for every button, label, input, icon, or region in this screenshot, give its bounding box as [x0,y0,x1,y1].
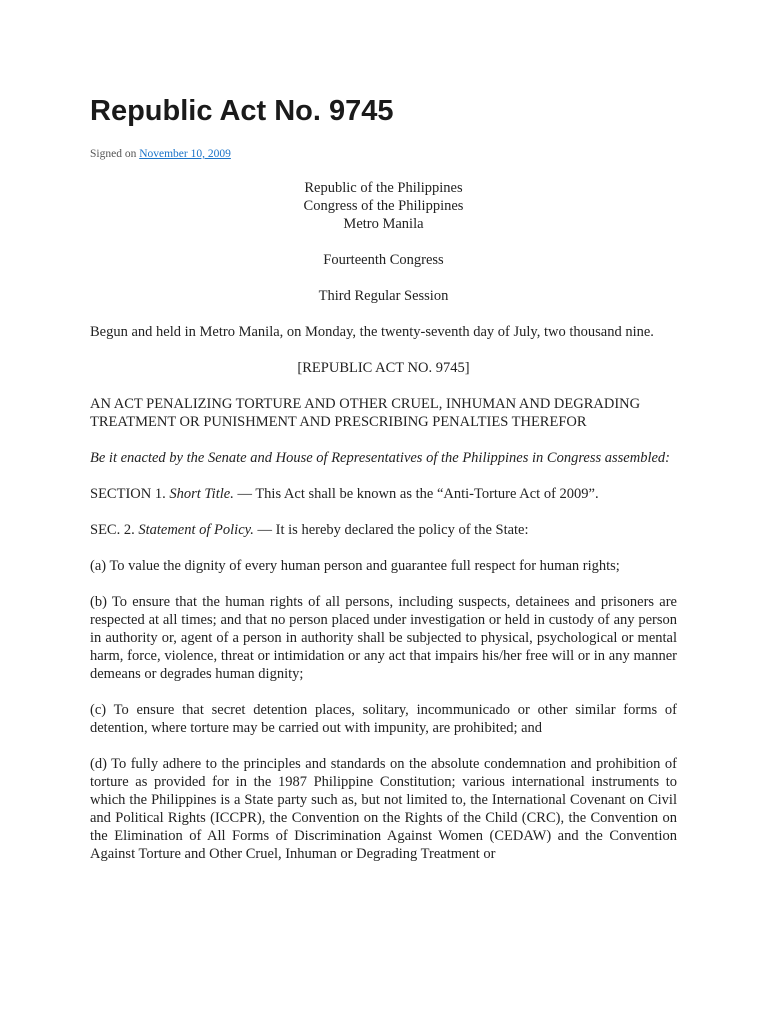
signed-prefix: Signed on [90,148,140,160]
header-republic: Republic of the Philippines [304,180,463,196]
section-2-text: — It is hereby declared the policy of the State: [253,522,529,538]
clause-a: (a) To value the dignity of every human person and guarantee full respect for human rights; [90,558,620,574]
begun-paragraph: Begun and held in Metro Manila, on Monday, the twenty-seventh day of July, two thousand nine. [90,324,654,340]
section-1 [90,485,677,503]
section-1-heading: Short Title. [169,486,234,502]
section-2 [90,521,677,539]
page-title: Republic Act No. 9745 [90,95,394,127]
header-location: Metro Manila [343,216,424,232]
header-congress: Congress of the Philippines [303,198,464,214]
section-1-label: SECTION 1. [90,486,170,502]
congress-number: Fourteenth Congress [323,252,444,268]
act-number: [REPUBLIC ACT NO. 9745] [297,360,470,376]
clause-b: (b) To ensure that the human rights of all persons, including suspects, detainees and prisoners are respected at all times; and that no person placed under investigation or held in custody of any person in authority or, agent of a person in authority shall be subjected to physical, psychological or mental harm, force, violence, threat or intimidation or any act that impairs his/her free will or in any manner demeans or degrades human dignity; [90,594,677,682]
enacting-clause: Be it enacted by the Senate and House of Representatives of the Philippines in Congress assembled: [90,450,671,466]
clause-d: (d) To fully adhere to the principles and standards on the absolute condemnation and prohibition of torture as provided for in the 1987 Philippine Constitution; various international instruments to which the Philippines is a State party such as, but not limited to, the International Covenant on Civil and Political Rights (ICCPR), the Convention on the Rights of the Child (CRC), the Convention on the Elimination of All Forms of Discrimination Against Women (CEDAW) and the Convention Against Torture and Other Cruel, Inhuman or Degrading Treatment or [90,756,677,862]
signed-date-line [90,146,231,162]
clause-c: (c) To ensure that secret detention places, solitary, incommunicado or other similar forms of detention, where torture may be carried out with impunity, are prohibited; and [90,702,677,736]
session-name: Third Regular Session [318,288,449,304]
document-body [90,179,677,881]
header-block [90,179,677,233]
section-2-heading: Statement of Policy. [138,522,254,538]
signed-date-link[interactable]: November 10, 2009 [139,148,231,160]
act-title: AN ACT PENALIZING TORTURE AND OTHER CRUEL, INHUMAN AND DEGRADING TREATMENT OR PUNISHMENT AND PRESCRIBING PENALTIES THEREFOR [90,396,641,430]
section-1-text: — This Act shall be known as the “Anti-Torture Act of 2009”. [233,486,599,502]
section-2-label: SEC. 2. [90,522,139,538]
